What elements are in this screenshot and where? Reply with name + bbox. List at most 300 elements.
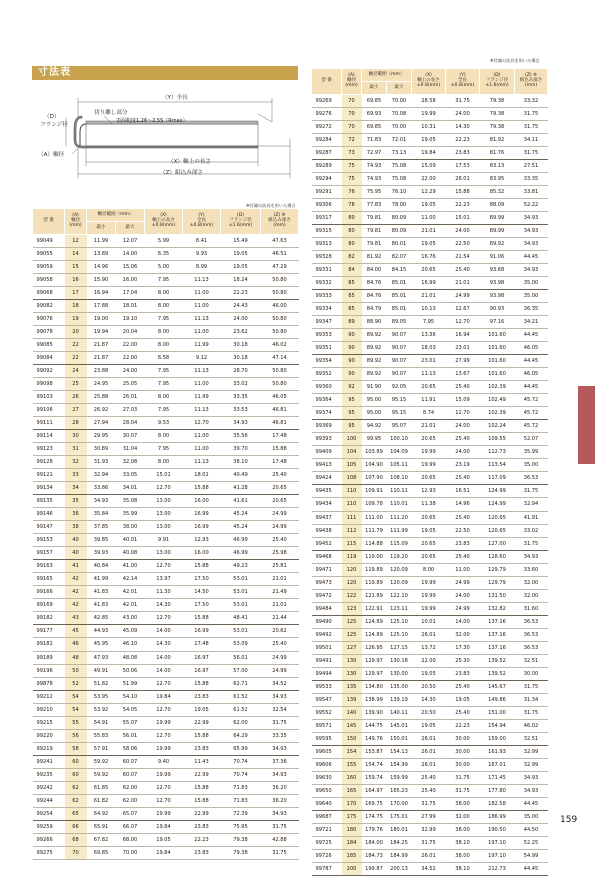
cell-model: 99177 <box>33 625 65 638</box>
cell-d-flange: 127.00 <box>480 537 515 550</box>
cell-max: 40.08 <box>116 547 145 560</box>
table-row <box>312 758 548 771</box>
cell-shaft-dia: 160 <box>342 771 362 784</box>
cell-y-overall: 15.88 <box>183 781 221 794</box>
cell-model: 99153 <box>33 534 65 547</box>
cell-model: 99219 <box>33 742 65 755</box>
cell-model: 99424 <box>312 472 342 485</box>
cell-y-overall: 23.83 <box>183 742 221 755</box>
cell-x-length: 7.95 <box>145 378 183 391</box>
table-row <box>312 329 548 342</box>
table-row <box>33 495 299 508</box>
cell-y-overall: 9.93 <box>183 248 221 261</box>
cell-x-length: 10.01 <box>412 615 446 628</box>
cell-d-flange: 33.02 <box>221 378 261 391</box>
cell-y-overall: 38.10 <box>446 862 480 875</box>
cell-d-flange: 30.18 <box>221 339 261 352</box>
cell-z-insert: 21.01 <box>261 573 299 586</box>
cell-min: 53.92 <box>87 703 116 716</box>
cell-y-overall: 30.00 <box>446 745 480 758</box>
cell-x-length: 28.58 <box>412 95 446 108</box>
cell-d-flange: 41.28 <box>221 482 261 495</box>
cell-y-overall: 14.50 <box>183 586 221 599</box>
cell-model: 99354 <box>312 355 342 368</box>
cell-min: 41.83 <box>87 586 116 599</box>
cell-min: 51.82 <box>87 677 116 690</box>
cell-max: 42.01 <box>116 586 145 599</box>
table-row <box>312 602 548 615</box>
cell-z-insert: 50.80 <box>261 313 299 326</box>
cell-max: 130.00 <box>387 667 412 680</box>
cell-model: 99289 <box>312 160 342 173</box>
cell-max: 45.09 <box>116 625 145 638</box>
cell-model: 99181 <box>33 638 65 651</box>
cell-d-flange: 149.86 <box>480 693 515 706</box>
cell-d-flange: 70.74 <box>221 755 261 768</box>
cell-min: 25.88 <box>87 391 116 404</box>
page-number: 159 <box>560 815 578 825</box>
cell-d-flange: 22.23 <box>221 287 261 300</box>
cell-min: 114.88 <box>362 537 387 550</box>
cell-max: 43.00 <box>116 612 145 625</box>
cell-max: 72.01 <box>387 134 412 147</box>
cell-model: 99409 <box>312 446 342 459</box>
table-row <box>33 391 299 404</box>
cell-max: 110.11 <box>387 485 412 498</box>
cell-max: 95.07 <box>387 420 412 433</box>
table-right-body <box>312 95 548 876</box>
table-row <box>33 378 299 391</box>
cell-shaft-dia: 75 <box>342 160 362 173</box>
cell-shaft-dia: 75 <box>342 173 362 186</box>
cell-shaft-dia: 155 <box>342 758 362 771</box>
cell-min: 89.92 <box>362 368 387 381</box>
cell-min: 75.95 <box>362 186 387 199</box>
cell-max: 145.01 <box>387 719 412 732</box>
cell-z-insert: 31.75 <box>261 846 299 859</box>
cell-y-overall: 31.75 <box>446 784 480 797</box>
table-row <box>312 485 548 498</box>
cell-model: 99128 <box>33 456 65 469</box>
cell-d-flange: 101.60 <box>480 342 515 355</box>
cell-model: 99331 <box>312 264 342 277</box>
cell-model: 99291 <box>312 186 342 199</box>
cell-model: 99215 <box>33 716 65 729</box>
cell-x-length: 12.70 <box>145 482 183 495</box>
table-row <box>312 108 548 121</box>
cell-y-overall: 23.83 <box>183 690 221 703</box>
cell-x-length: 12.70 <box>145 703 183 716</box>
cell-y-overall: 25.40 <box>446 511 480 524</box>
cell-model: 99196 <box>33 664 65 677</box>
cell-x-length: 26.01 <box>412 758 446 771</box>
cell-model: 99650 <box>312 784 342 797</box>
cell-x-length: 22.00 <box>412 173 446 186</box>
cell-d-flange: 109.55 <box>480 433 515 446</box>
cell-model: 99135 <box>33 495 65 508</box>
cell-d-flange: 137.16 <box>480 615 515 628</box>
cell-shaft-dia: 111 <box>342 511 362 524</box>
cell-model: 99333 <box>312 290 342 303</box>
cell-model: 99595 <box>312 732 342 745</box>
cell-z-insert: 50.80 <box>261 274 299 287</box>
cell-y-overall: 17.48 <box>183 638 221 651</box>
cell-shaft-dia: 34 <box>65 482 87 495</box>
cell-model: 99434 <box>312 498 342 511</box>
cell-z-insert: 35.00 <box>515 290 548 303</box>
cell-d-flange: 53.01 <box>221 573 261 586</box>
cell-d-flange: 186.99 <box>480 810 515 823</box>
cell-max: 111.99 <box>387 524 412 537</box>
note-left: ※付属の治具を用いた場合 <box>246 203 296 208</box>
cell-max: 127.15 <box>387 641 412 654</box>
cell-max: 70.00 <box>387 121 412 134</box>
cell-d-flange: 19.05 <box>221 261 261 274</box>
cell-y-overall: 14.30 <box>446 121 480 134</box>
cell-min: 111.79 <box>362 524 387 537</box>
cell-shaft-dia: 60 <box>65 768 87 781</box>
cell-y-overall: 22.99 <box>183 807 221 820</box>
cell-model: 99787 <box>312 862 342 875</box>
cell-min: 33.86 <box>87 482 116 495</box>
cell-shaft-dia: 19 <box>65 313 87 326</box>
table-row <box>312 719 548 732</box>
cell-x-length: 31.75 <box>412 797 446 810</box>
cell-y-overall: 11.00 <box>183 287 221 300</box>
table-row <box>312 134 548 147</box>
table-row <box>312 459 548 472</box>
cell-y-overall: 11.00 <box>183 430 221 443</box>
cell-max: 60.07 <box>116 755 145 768</box>
cell-y-overall: 15.88 <box>183 794 221 807</box>
cell-x-length: 20.50 <box>412 680 446 693</box>
cell-z-insert: 45.72 <box>515 407 548 420</box>
cell-model: 99452 <box>312 537 342 550</box>
cell-d-flange: 33.53 <box>221 404 261 417</box>
cell-shaft-dia: 17 <box>65 287 87 300</box>
table-row <box>312 641 548 654</box>
cell-y-overall: 38.00 <box>446 849 480 862</box>
table-row <box>312 771 548 784</box>
cell-y-overall: 25.40 <box>446 550 480 563</box>
cell-y-overall: 22.23 <box>446 134 480 147</box>
cell-y-overall: 22.50 <box>446 238 480 251</box>
cell-d-flange: 38.10 <box>221 456 261 469</box>
cell-d-flange: 128.60 <box>480 550 515 563</box>
cell-x-length: 10.13 <box>412 303 446 316</box>
cell-min: 179.76 <box>362 823 387 836</box>
cell-min: 84.76 <box>362 277 387 290</box>
cell-max: 184.99 <box>387 849 412 862</box>
cell-d-flange: 167.01 <box>480 758 515 771</box>
header-max: 最大 <box>387 82 412 95</box>
cell-x-length: 10.31 <box>412 121 446 134</box>
cell-y-overall: 11.13 <box>183 313 221 326</box>
cell-z-insert: 24.99 <box>261 664 299 677</box>
cell-d-flange: 89.99 <box>480 225 515 238</box>
cell-d-flange: 159.00 <box>480 732 515 745</box>
cell-x-length: 20.65 <box>412 381 446 394</box>
cell-d-flange: 71.83 <box>221 781 261 794</box>
cell-max: 58.06 <box>116 742 145 755</box>
cell-min: 88.90 <box>362 316 387 329</box>
table-row <box>312 121 548 134</box>
cell-y-overall: 14.00 <box>446 615 480 628</box>
cell-shaft-dia: 92 <box>342 381 362 394</box>
section-title: 寸法表 <box>38 67 71 78</box>
table-row <box>33 651 299 664</box>
table-row <box>312 173 548 186</box>
cell-d-flange: 154.94 <box>480 719 515 732</box>
cell-max: 32.08 <box>116 456 145 469</box>
table-row <box>312 745 548 758</box>
cell-z-insert: 31.75 <box>515 706 548 719</box>
cell-d-flange: 131.50 <box>480 589 515 602</box>
cell-shaft-dia: 70 <box>65 846 87 859</box>
cell-max: 180.01 <box>387 823 412 836</box>
cell-max: 85.01 <box>387 303 412 316</box>
cell-model: 99259 <box>33 820 65 833</box>
cell-max: 25.05 <box>116 378 145 391</box>
cell-y-overall: 30.00 <box>446 732 480 745</box>
cell-min: 144.75 <box>362 719 387 732</box>
cell-max: 90.07 <box>387 342 412 355</box>
cell-min: 15.90 <box>87 274 116 287</box>
cell-model: 99351 <box>312 342 342 355</box>
cell-y-overall: 32.00 <box>446 628 480 641</box>
cell-x-length: 14.00 <box>145 625 183 638</box>
cell-max: 35.99 <box>116 508 145 521</box>
cell-max: 62.00 <box>116 781 145 794</box>
header-y: (Y) 全長 ±0.8(mm) <box>446 69 480 95</box>
cell-model: 99058 <box>33 274 65 287</box>
table-row <box>33 287 299 300</box>
cell-x-length: 19.05 <box>145 833 183 846</box>
cell-z-insert: 34.11 <box>515 134 548 147</box>
cell-z-insert: 35.00 <box>515 459 548 472</box>
cell-z-insert: 31.75 <box>515 680 548 693</box>
cell-z-insert: 44.45 <box>515 355 548 368</box>
cell-z-insert: 34.93 <box>261 742 299 755</box>
cell-max: 154.99 <box>387 758 412 771</box>
cell-y-overall: 12.70 <box>183 417 221 430</box>
cell-z-insert: 31.60 <box>515 602 548 615</box>
cell-model: 99189 <box>33 651 65 664</box>
table-row <box>33 300 299 313</box>
cell-x-length: 9.53 <box>145 417 183 430</box>
table-row <box>33 638 299 651</box>
cell-d-flange: 212.73 <box>480 862 515 875</box>
table-row <box>312 355 548 368</box>
cell-d-flange: 101.60 <box>480 368 515 381</box>
cell-y-overall: 17.50 <box>183 599 221 612</box>
cell-min: 121.89 <box>362 589 387 602</box>
cell-y-overall: 24.00 <box>446 589 480 602</box>
cell-d-flange: 30.18 <box>221 352 261 365</box>
cell-y-overall: 22.23 <box>446 199 480 212</box>
header-shaft-range: 軸径範囲（mm） <box>362 69 412 82</box>
cell-model: 99266 <box>33 833 65 846</box>
cell-shaft-dia: 90 <box>342 368 362 381</box>
table-row <box>312 290 548 303</box>
cell-d-flange: 48.41 <box>221 612 261 625</box>
dimension-table-right <box>311 68 548 876</box>
cell-y-overall: 24.00 <box>446 420 480 433</box>
cell-shaft-dia: 40 <box>65 547 87 560</box>
cell-model: 99571 <box>312 719 342 732</box>
cell-min: 95.00 <box>362 407 387 420</box>
cell-model: 99254 <box>33 807 65 820</box>
table-row <box>312 667 548 680</box>
cell-x-length: 13.72 <box>412 641 446 654</box>
cell-y-overall: 15.88 <box>183 560 221 573</box>
cell-max: 55.07 <box>116 716 145 729</box>
cell-shaft-dia: 135 <box>342 680 362 693</box>
cell-shaft-dia: 145 <box>342 719 362 732</box>
cell-shaft-dia: 42 <box>65 599 87 612</box>
cell-model: 99272 <box>312 121 342 134</box>
cell-y-overall: 38.00 <box>446 797 480 810</box>
cell-max: 122.10 <box>387 589 412 602</box>
cell-z-insert: 46.81 <box>261 417 299 430</box>
cell-max: 90.07 <box>387 329 412 342</box>
table-row <box>312 654 548 667</box>
table-row <box>33 716 299 729</box>
cell-shaft-dia: 42 <box>65 586 87 599</box>
cell-min: 119.00 <box>362 550 387 563</box>
cell-d-flange: 102.39 <box>480 381 515 394</box>
cell-x-length: 19.05 <box>412 524 446 537</box>
cell-model: 99078 <box>33 326 65 339</box>
table-row <box>33 794 299 807</box>
cell-d-flange: 117.09 <box>480 472 515 485</box>
cell-d-flange: 182.58 <box>480 797 515 810</box>
cell-model: 99134 <box>33 482 65 495</box>
cell-shaft-dia: 31 <box>65 443 87 456</box>
cell-x-length: 9.91 <box>145 534 183 547</box>
cell-shaft-dia: 82 <box>342 251 362 264</box>
cell-shaft-dia: 76 <box>342 186 362 199</box>
cell-max: 150.01 <box>387 732 412 745</box>
cell-y-overall: 16.99 <box>183 508 221 521</box>
cell-y-overall: 13.67 <box>446 368 480 381</box>
table-row <box>312 537 548 550</box>
cell-shaft-dia: 130 <box>342 667 362 680</box>
cell-model: 99055 <box>33 248 65 261</box>
cell-d-flange: 71.83 <box>221 794 261 807</box>
cell-model: 99687 <box>312 810 342 823</box>
cell-shaft-dia: 33 <box>65 469 87 482</box>
cell-y-overall: 16.97 <box>183 664 221 677</box>
cell-min: 23.88 <box>87 365 116 378</box>
cell-shaft-dia: 185 <box>342 849 362 862</box>
cell-y-overall: 25.30 <box>446 654 480 667</box>
cell-y-overall: 12.70 <box>446 407 480 420</box>
cell-min: 59.92 <box>87 755 116 768</box>
cell-min: 27.94 <box>87 417 116 430</box>
cell-max: 54.05 <box>116 703 145 716</box>
cell-min: 138.99 <box>362 693 387 706</box>
cell-d-flange: 102.24 <box>480 420 515 433</box>
cell-y-overall: 22.99 <box>183 768 221 781</box>
cell-max: 135.00 <box>387 680 412 693</box>
cell-min: 41.83 <box>87 599 116 612</box>
cell-d-flange: 34.93 <box>221 417 261 430</box>
cell-model: 99435 <box>312 485 342 498</box>
cell-z-insert: 34.93 <box>515 771 548 784</box>
cell-min: 89.92 <box>362 355 387 368</box>
cell-d-flange: 65.99 <box>221 742 261 755</box>
cell-x-length: 8.00 <box>412 563 446 576</box>
table-row <box>33 456 299 469</box>
table-row <box>33 326 299 339</box>
cell-shaft-dia: 120 <box>342 576 362 589</box>
cell-d-flange: 171.45 <box>480 771 515 784</box>
cell-shaft-dia: 175 <box>342 810 362 823</box>
cell-y-overall: 12.67 <box>446 303 480 316</box>
cell-z-insert: 36.53 <box>515 615 548 628</box>
cell-model: 99484 <box>312 602 342 615</box>
cell-min: 124.89 <box>362 615 387 628</box>
cell-max: 33.05 <box>116 469 145 482</box>
cell-model: 99472 <box>312 589 342 602</box>
cell-min: 19.00 <box>87 313 116 326</box>
cell-z-insert: 31.75 <box>261 716 299 729</box>
cell-z-insert: 25.40 <box>261 638 299 651</box>
cell-shaft-dia: 54 <box>65 703 87 716</box>
cell-min: 153.87 <box>362 745 387 758</box>
cell-z-insert: 25.98 <box>261 547 299 560</box>
cell-z-insert: 34.21 <box>515 316 548 329</box>
table-row <box>312 251 548 264</box>
label-y-overall: （Y）全長 <box>162 95 188 101</box>
cell-shaft-dia: 55 <box>65 716 87 729</box>
cell-model: 99121 <box>33 469 65 482</box>
cell-z-insert: 32.51 <box>515 654 548 667</box>
cell-model: 99878 <box>33 677 65 690</box>
cell-d-flange: 112.73 <box>480 446 515 459</box>
note-right: ※付属の治具を用いた場合 <box>490 58 540 63</box>
cell-z-insert: 24.99 <box>261 651 299 664</box>
cell-y-overall: 25.40 <box>446 264 480 277</box>
label-roughness: 表面粗度1.26～2.5S（Rmax） <box>116 118 188 124</box>
cell-x-length: 19.84 <box>145 846 183 859</box>
cell-min: 79.81 <box>362 225 387 238</box>
cell-model: 99146 <box>33 508 65 521</box>
header-a: (A) 軸径 (mm) <box>342 69 362 95</box>
table-row <box>312 160 548 173</box>
cell-max: 80.09 <box>387 212 412 225</box>
cell-x-length: 14.30 <box>412 693 446 706</box>
cell-z-insert: 47.14 <box>261 352 299 365</box>
cell-d-flange: 137.16 <box>480 628 515 641</box>
table-row <box>33 690 299 703</box>
cell-model: 99082 <box>33 300 65 313</box>
cell-x-length: 7.95 <box>145 443 183 456</box>
cell-z-insert: 32.54 <box>261 703 299 716</box>
dimension-table-left <box>32 208 299 860</box>
cell-max: 175.01 <box>387 810 412 823</box>
cell-min: 55.83 <box>87 729 116 742</box>
cell-shaft-dia: 110 <box>342 485 362 498</box>
cell-y-overall: 11.43 <box>183 755 221 768</box>
cell-min: 74.93 <box>362 160 387 173</box>
cell-shaft-dia: 104 <box>342 446 362 459</box>
table-row <box>33 547 299 560</box>
cell-max: 140.11 <box>387 706 412 719</box>
cell-x-length: 27.99 <box>412 810 446 823</box>
cell-shaft-dia: 65 <box>65 807 87 820</box>
